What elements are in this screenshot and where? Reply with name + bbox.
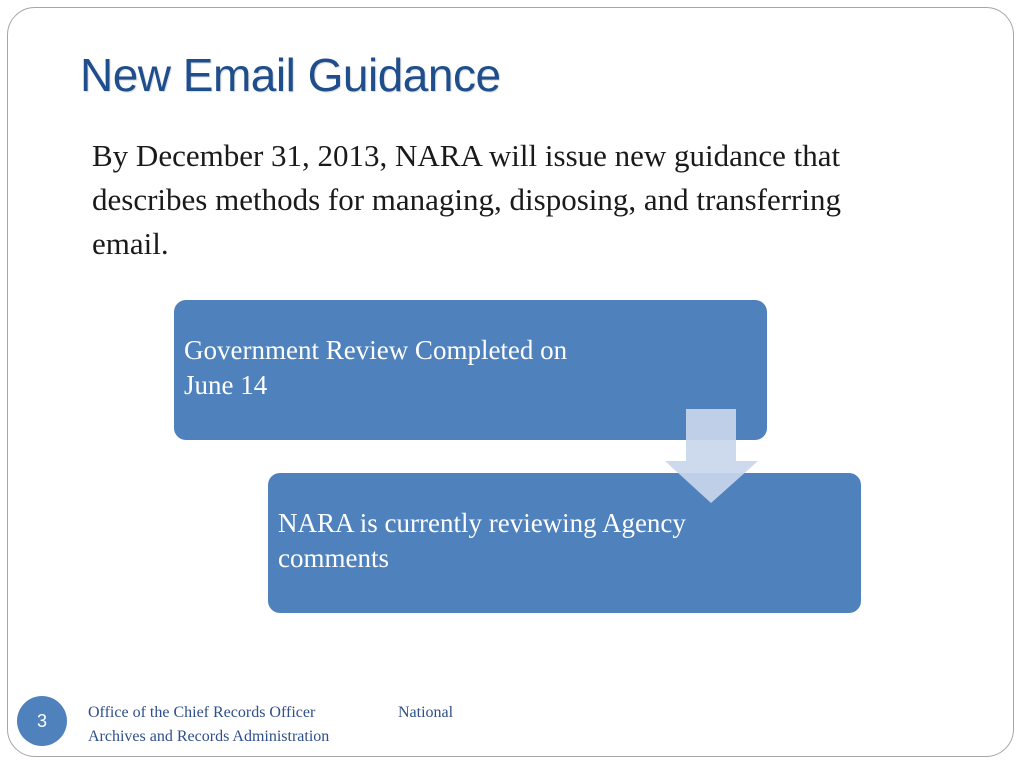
- process-step-2: [268, 473, 861, 613]
- footer-national: National: [398, 704, 454, 721]
- process-step-1-text: Government Review Completed on June 14: [184, 335, 568, 400]
- slide-title: New Email Guidance: [80, 49, 501, 101]
- process-step-2-text: NARA is currently reviewing Agency comments: [278, 508, 686, 573]
- down-arrow-icon: [664, 409, 760, 505]
- footer-office: Office of the Chief Records Officer: [88, 704, 316, 721]
- page-number: 3: [17, 696, 67, 746]
- footer-archives: Archives and Records Administration: [88, 728, 330, 745]
- body-paragraph: By December 31, 2013, NARA will issue new guidance that describes methods for managing, disposing, and transferring email.: [92, 138, 841, 261]
